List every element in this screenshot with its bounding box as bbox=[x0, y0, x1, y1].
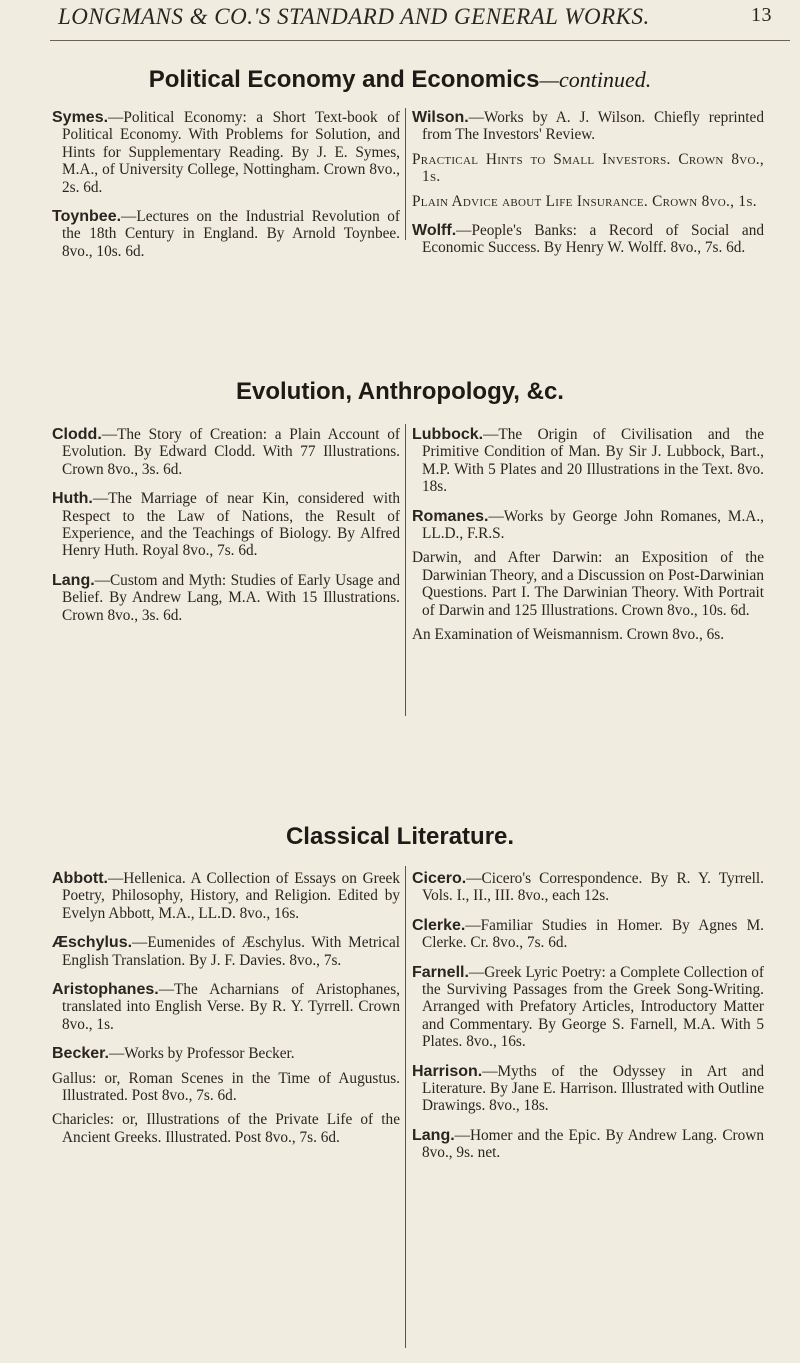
entry-harrison: Harrison.—Myths of the Odyssey in Art and Literature. By Jane E. Harrison. Illustrated with Outline Drawings. 8vo., 18s. bbox=[412, 1062, 764, 1115]
entry-clerke: Clerke.—Familiar Studies in Homer. By Agnes M. Clerke. Cr. 8vo., 7s. 6d. bbox=[412, 916, 764, 952]
section-classical-right bbox=[412, 870, 764, 1174]
entry-lubbock: Lubbock.—The Origin of Civilisation and the Primitive Condition of Man. By Sir J. Lubbock, Bart., M.P. With 5 Plates and 20 Illustrations in the Text. 8vo. 18s. bbox=[412, 426, 764, 496]
entry-clodd: Clodd.—The Story of Creation: a Plain Account of Evolution. By Edward Clodd. With 77 Illustrations. Crown 8vo., 3s. 6d. bbox=[52, 426, 400, 478]
entry-wolff: Wolff.—People's Banks: a Record of Social and Economic Success. By Henry W. Wolff. 8vo., 7s. 6d. bbox=[412, 222, 764, 257]
entry-aeschylus: Æschylus.—Eumenides of Æschylus. With Metrical English Translation. By J. F. Davies. 8vo., 7s. bbox=[52, 934, 400, 969]
entry-romanes-sub-1: Darwin, and After Darwin: an Exposition of the Darwinian Theory, and a Discussion on Post-Darwinian Questions. Part I. The Darwinian Theory. With Portrait of Darwin and 125 Illustrations. Crown 8vo., 10s. 6d. bbox=[412, 549, 764, 619]
entry-lang-homer: Lang.—Homer and the Epic. By Andrew Lang. Crown 8vo., 9s. net. bbox=[412, 1126, 764, 1162]
entry-lang-custom: Lang.—Custom and Myth: Studies of Early Usage and Belief. By Andrew Lang, M.A. With 15 Illustrations. Crown 8vo., 3s. 6d. bbox=[52, 571, 400, 624]
running-head-title: LONGMANS & CO.'S STANDARD AND GENERAL WORKS. bbox=[58, 4, 650, 29]
section-title-evolution: Evolution, Anthropology, &c. bbox=[236, 378, 564, 405]
column-divider bbox=[405, 424, 406, 716]
header-rule bbox=[50, 40, 790, 41]
entry-symes: Symes.—Political Economy: a Short Text-book of Political Economy. With Problems for Solution, and Hints for Supplementary Reading. By J. E. Symes, M.A., of University College, Nottingham. Crown 8vo., 2s. 6d. bbox=[52, 109, 400, 196]
section-classical-left bbox=[52, 870, 400, 1158]
section-title-political-economy: Political Economy and Economics—continued. bbox=[148, 66, 652, 93]
section-evolution-right bbox=[412, 426, 764, 655]
entry-huth: Huth.—The Marriage of near Kin, considered with Respect to the Law of Nations, the Result of Experience, and the Teachings of Biology. By Alfred Henry Huth. Royal 8vo., 7s. 6d. bbox=[52, 490, 400, 560]
entry-becker-sub-2: Charicles: or, Illustrations of the Private Life of the Ancient Greeks. Illustrated. Post 8vo., 7s. 6d. bbox=[52, 1111, 400, 1146]
page-number: 13 bbox=[751, 4, 772, 26]
section-evolution-left bbox=[52, 426, 400, 636]
entry-romanes-sub-2: An Examination of Weismannism. Crown 8vo., 6s. bbox=[412, 626, 725, 644]
column-divider bbox=[405, 108, 406, 240]
entry-wilson-sub-1: Practical Hints to Small Investors. Crown 8vo., 1s. bbox=[412, 150, 764, 186]
section-political-economy-left bbox=[52, 109, 400, 272]
section-title-classical: Classical Literature. bbox=[285, 823, 515, 850]
section-political-economy-right bbox=[412, 109, 764, 269]
entry-aristophanes: Aristophanes.—The Acharnians of Aristophanes, translated into English Verse. By R. Y. Tyrrell. Crown 8vo., 1s. bbox=[52, 981, 400, 1033]
column-divider bbox=[405, 866, 406, 1348]
entry-farnell: Farnell.—Greek Lyric Poetry: a Complete Collection of the Surviving Passages from the Greek Song-Writing. Arranged with Prefatory Articles, Introductory Matter and Commentary. By George S. Farnell, M.A. With 5 Plates. 8vo., 16s. bbox=[412, 963, 764, 1051]
entry-becker: Becker.—Works by Professor Becker. Gallus: or, Roman Scenes in the Time of Augustus. Illustrated. Post 8vo., 7s. 6d. Charicles: or, Illustrations of the Private Life of the Ancient Greeks. Illustrated. Post 8vo., 7s. 6d. bbox=[52, 1045, 400, 1146]
entry-toynbee: Toynbee.—Lectures on the Industrial Revolution of the 18th Century in England. By Arnold Toynbee. 8vo., 10s. 6d. bbox=[52, 208, 400, 260]
entry-wilson-sub-2: Plain Advice about Life Insurance. Crown 8vo., 1s. bbox=[412, 192, 757, 210]
entry-becker-sub-1: Gallus: or, Roman Scenes in the Time of Augustus. Illustrated. Post 8vo., 7s. 6d. bbox=[52, 1069, 400, 1105]
entry-cicero: Cicero.—Cicero's Correspondence. By R. Y. Tyrrell. Vols. I., II., III. 8vo., each 12s. bbox=[412, 870, 764, 905]
entry-romanes: Romanes.—Works by George John Romanes, M.A., LL.D., F.R.S. Darwin, and After Darwin: an Exposition of the Darwinian Theory, and a Discussion on Post-Darwinian Questions. Part I. The Darwinian Theory. With Portrait of Darwin and 125 Illustrations. Crown 8vo., 10s. 6d. An Examination of Weismannism. Crown 8vo., 6s. bbox=[412, 507, 764, 644]
entry-abbott: Abbott.—Hellenica. A Collection of Essays on Greek Poetry, Philosophy, History, and Religion. Edited by Evelyn Abbott, M.A., LL.D. 8vo., 16s. bbox=[52, 870, 400, 922]
entry-wilson: Wilson.—Works by A. J. Wilson. Chiefly reprinted from The Investors' Review. Practical Hints to Small Investors. Crown 8vo., 1s. Plain Advice about Life Insurance. Crown 8vo., 1s. bbox=[412, 109, 764, 210]
